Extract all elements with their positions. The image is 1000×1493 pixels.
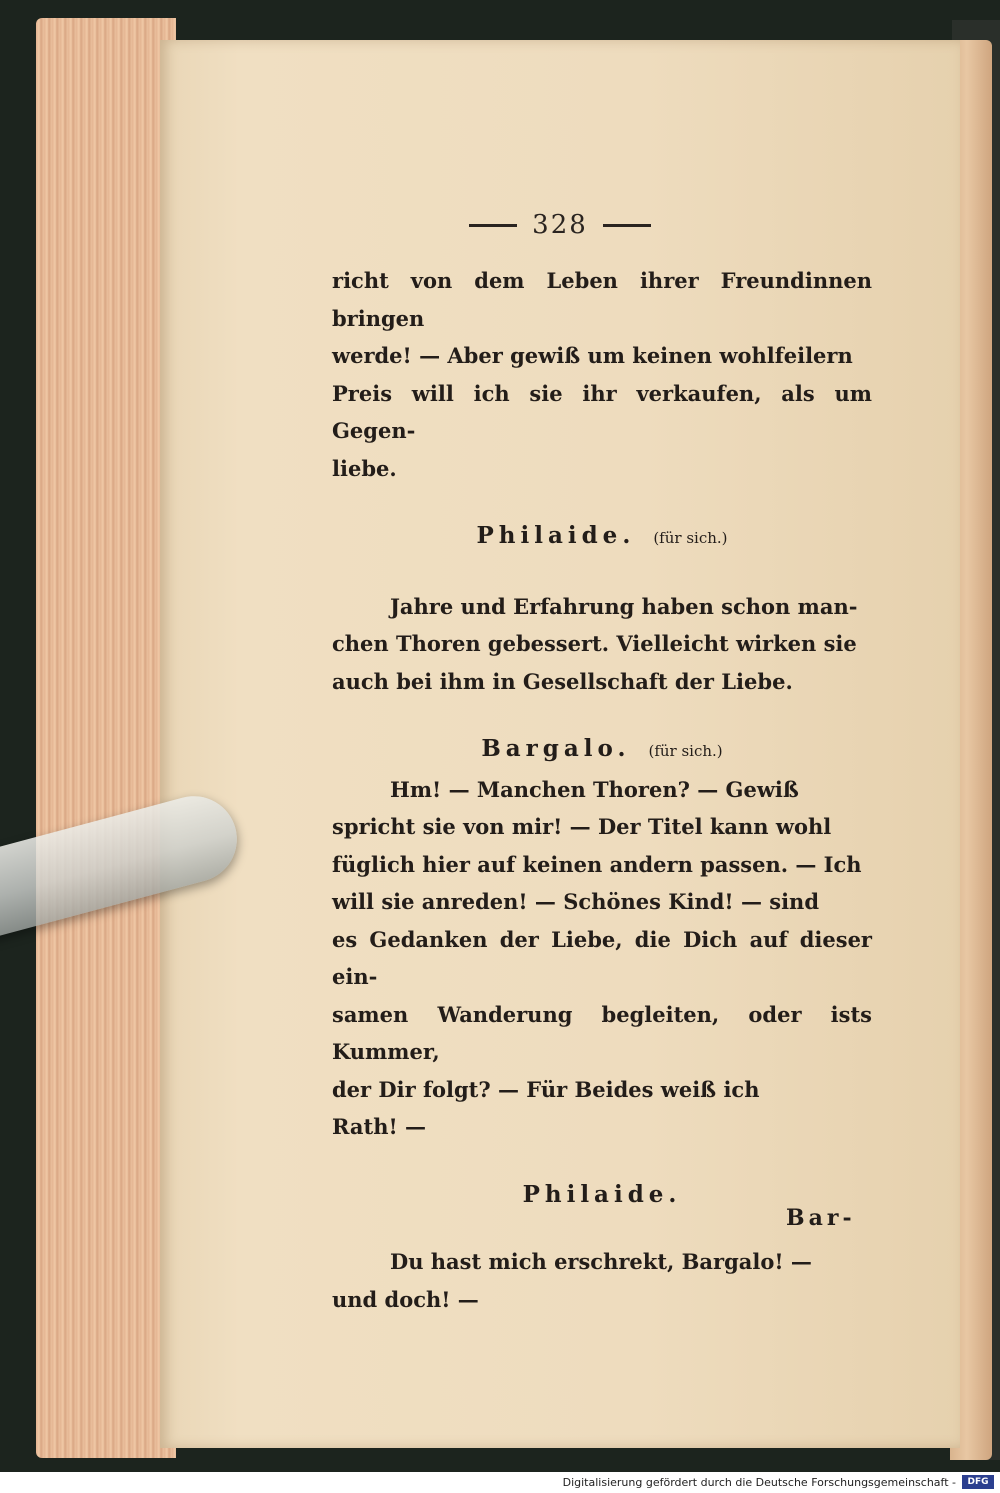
text-line: werde! — Aber gewiß um keinen wohlfeilern — [332, 343, 853, 368]
funding-credit: Digitalisierung gefördert durch die Deutsche Forschungsgemeinschaft - — [562, 1476, 956, 1489]
catchword: Bar- — [786, 1205, 856, 1231]
paragraph-4 — [332, 1243, 872, 1318]
text-line: Du hast mich erschrekt, Bargalo! — — [390, 1249, 812, 1274]
text-line: Jahre und Erfahrung haben schon man- — [390, 593, 858, 619]
page-text — [332, 262, 872, 1318]
speaker-name: Bargalo. — [481, 735, 631, 762]
paragraph-2 — [332, 588, 872, 701]
page-number: 328 — [532, 210, 588, 240]
text-line: füglich hier auf keinen andern passen. — Ich — [332, 851, 862, 877]
stage-direction: (für sich.) — [648, 742, 723, 760]
text-line: chen Thoren gebessert. Vielleicht wirken sie — [332, 631, 857, 656]
text-line: Hm! — Manchen Thoren? — Gewiß — [390, 776, 799, 802]
text-line: liebe. — [332, 455, 397, 481]
text-line: richt von dem Leben ihrer Freundinnen bringen — [332, 268, 872, 331]
page-header — [160, 210, 960, 240]
speaker-name: Philaide. — [476, 522, 636, 549]
text-line: es Gedanken der Liebe, die Dich auf dieser ein- — [332, 926, 872, 989]
text-line: der Dir folgt? — Für Beides weiß ich — [332, 1076, 760, 1102]
header-rule-left — [469, 224, 517, 227]
text-line: auch bei ihm in Gesellschaft der Liebe. — [332, 668, 793, 694]
footer-bar — [0, 1472, 1000, 1493]
header-rule-right — [603, 224, 651, 227]
book-page — [160, 40, 960, 1448]
text-line: und doch! — — [332, 1286, 479, 1312]
dfg-logo: DFG — [962, 1475, 994, 1489]
paragraph-1 — [332, 262, 872, 487]
speaker-heading-philaide — [332, 517, 872, 558]
paragraph-3 — [332, 771, 872, 1146]
text-line: spricht sie von mir! — Der Titel kann wohl — [332, 814, 832, 839]
speaker-name: Philaide. — [522, 1180, 682, 1208]
text-line: samen Wanderung begleiten, oder ists Kummer, — [332, 1001, 872, 1064]
stage-direction: (für sich.) — [653, 529, 728, 547]
page-stack-left — [36, 18, 176, 1458]
text-line: will sie anreden! — Schönes Kind! — sind — [332, 889, 820, 914]
text-line: Preis will ich sie ihr verkaufen, als um Gegen- — [332, 380, 872, 443]
speaker-heading-bargalo — [332, 730, 872, 771]
text-line: Rath! — — [332, 1114, 427, 1139]
